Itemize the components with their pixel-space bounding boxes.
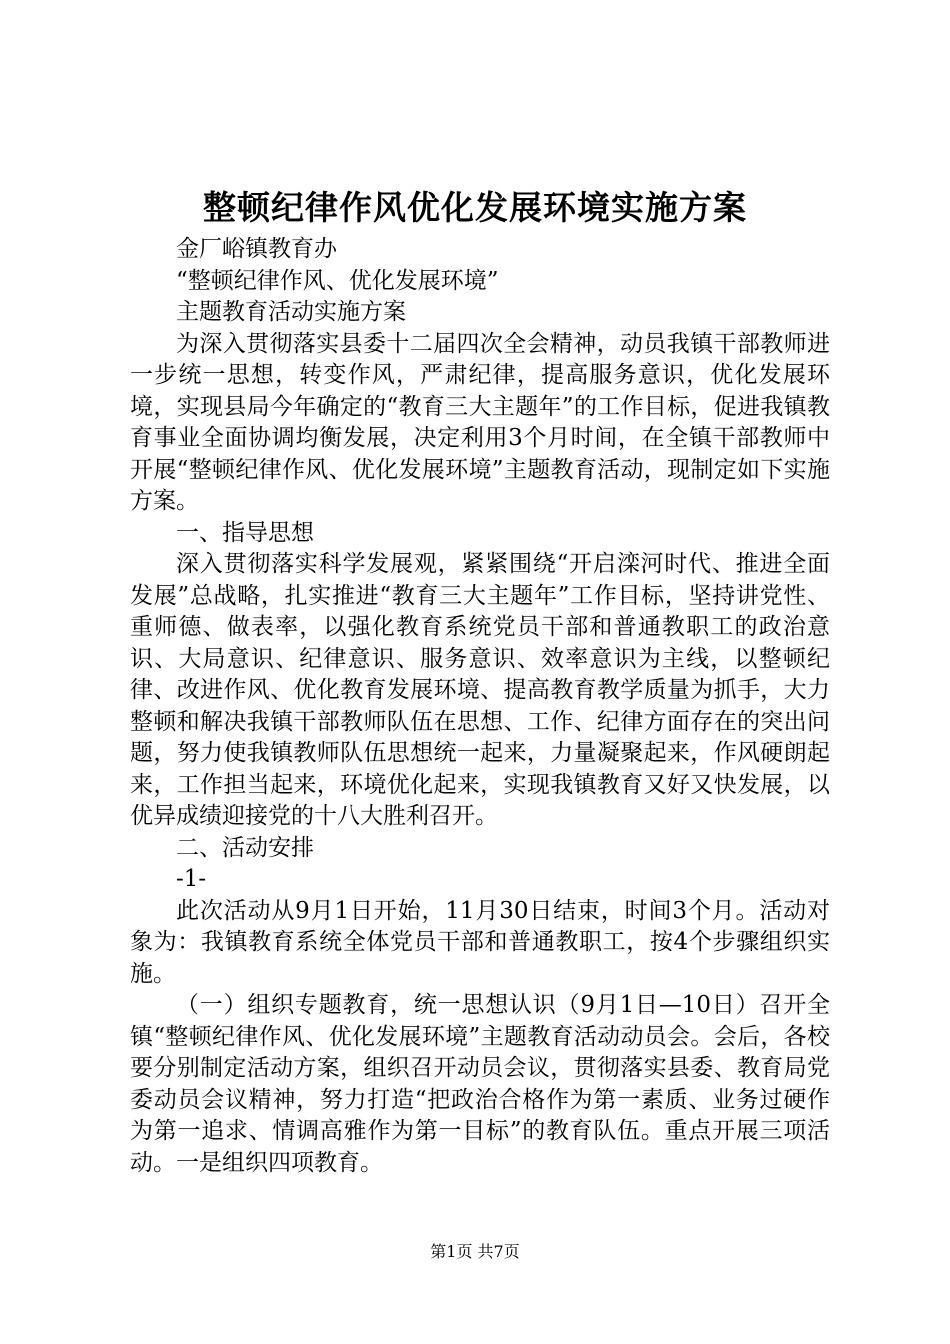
intro-paragraph: 为深入贯彻落实县委十二届四次全会精神，动员我镇干部教师进一步统一思想，转变作风，严肃纪律，提高服务意识，优化发展环境，实现县局今年确定的“教育三大主题年”的工作目标，促进我镇教育事业全面协调均衡发展，决定利用3个月时间，在全镇干部教师中开展“整顿纪律作风、优化发展环境”主题教育活动，现制定如下实施方案。 [130, 330, 830, 514]
inline-page-marker: -1- [176, 866, 207, 892]
guiding-thought-paragraph: 深入贯彻落实科学发展观，紧紧围绕“开启滦河时代、推进全面发展”总战略，扎实推进“教育三大主题年”工作目标，坚持讲党性、重师德、做表率，以强化教育系统党员干部和普通教职工的政治意识、大局意识、纪律意识、服务意识、效率意识为主线，以整顿纪律、改进作风、优化教育发展环境、提高教育教学质量为抓手，大力整顿和解决我镇干部教师队伍在思想、工作、纪律方面存在的突出问题，努力使我镇教师队伍思想统一起来，力量凝聚起来，作风硬朗起来，工作担当起来，环境优化起来，实现我镇教育又好又快发展，以优异成绩迎接党的十八大胜利召开。 [130, 551, 830, 829]
subtitle-plan: 主题教育活动实施方案 [176, 299, 406, 325]
section-heading-activity-arrangement: 二、活动安排 [176, 834, 314, 861]
document-body [130, 234, 830, 1179]
step-one-paragraph: （一）组织专题教育，统一思想认识（9月1日—10日）召开全镇“整顿纪律作风、优化发展环境”主题教育活动动员会。会后，各校要分别制定活动方案，组织召开动员会议，贯彻落实县委、教育局党委动员会议精神，努力打造“把政治合格作为第一素质、业务过硬作为第一追求、情调高雅作为第一目标”的教育队伍。重点开展三项活动。一是组织四项教育。 [130, 992, 830, 1176]
activity-period-paragraph: 此次活动从9月1日开始，11月30日结束，时间3个月。活动对象为：我镇教育系统全体党员干部和普通教职工，按4个步骤组织实施。 [130, 897, 830, 987]
page-footer: 第1页 共7页 [430, 1242, 520, 1261]
subtitle-theme: “整顿纪律作风、优化发展环境” [176, 267, 499, 294]
document-title: 整顿纪律作风优化发展环境实施方案 [203, 188, 747, 227]
issuer-line: 金厂峪镇教育办 [176, 236, 337, 262]
section-heading-guiding-thought: 一、指导思想 [176, 519, 314, 546]
